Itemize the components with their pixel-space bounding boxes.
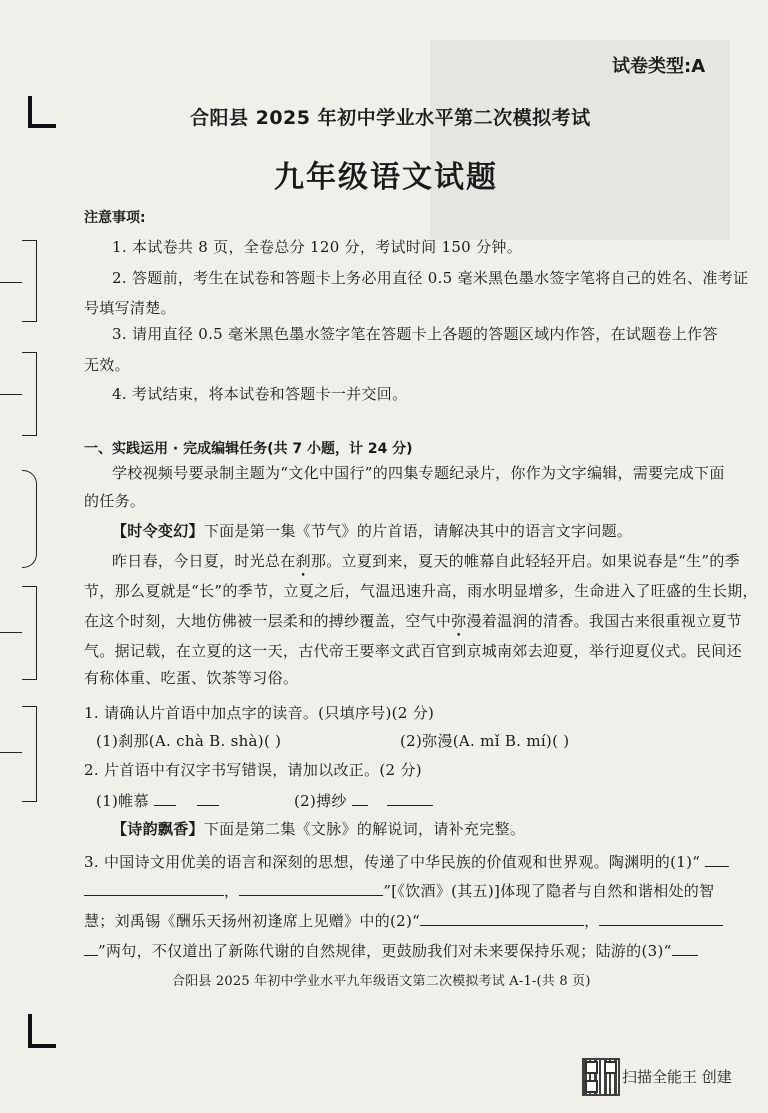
dotted-char: 弥 (451, 612, 467, 630)
passage-text: 那 (310, 552, 327, 570)
binding-tick (0, 752, 22, 753)
binding-bracket (22, 706, 37, 802)
answer-blank[interactable] (239, 881, 383, 896)
binding-bracket (22, 470, 37, 568)
paper-type: 试卷类型:A (612, 56, 706, 77)
passage-line-2: 节，那么夏就是“长”的季节，立夏之后，气温迅速升高，雨水明显增多，生命进入了旺盛的生长期， (84, 582, 758, 600)
answer-blank[interactable] (599, 911, 723, 926)
q3-line-3 (84, 910, 723, 931)
passage-text: 漫着温润的清香。我国古来很重视立夏节 (466, 612, 742, 630)
page-footer: 合阳县 2025 年初中学业水平九年级语文第二次模拟考试 A-1-(共 8 页) (172, 974, 591, 989)
notice-item-1: 1. 本试卷共 8 页，全卷总分 120 分，考试时间 150 分钟。 (112, 238, 522, 256)
qr-finder (585, 1061, 598, 1074)
passage-text: 。立夏到来，夏天的帷幕自此轻轻开启。如果说春是“生”的季 (326, 552, 740, 570)
crop-mark-bottom (28, 1014, 56, 1048)
notice-item-2: 2. 答题前，考生在试卷和答题卡上务必用直径 0.5 毫米黑色墨水签字笔将自己的姓名、准考证 (112, 269, 749, 287)
qr-finder (585, 1080, 598, 1093)
crop-mark-top (28, 96, 56, 128)
answer-blank[interactable] (84, 881, 224, 896)
answer-blank[interactable] (84, 941, 98, 956)
q1-option-b: (2)弥漫(A. mǐ B. mí)( ) (400, 732, 570, 750)
answer-blank[interactable] (387, 791, 433, 806)
q3-line-1 (84, 851, 729, 872)
part2-tag: 【诗韵飘香】 (112, 820, 204, 838)
part1-instruction (112, 520, 632, 541)
section-intro: 学校视频号要录制主题为“文化中国行”的四集专题纪录片，你作为文字编辑，需要完成下面 (112, 464, 725, 482)
binding-bracket (22, 352, 37, 436)
answer-blank[interactable] (705, 852, 729, 867)
qr-code (582, 1058, 620, 1096)
q2-item-b (294, 790, 433, 811)
subject-title: 九年级语文试题 (274, 160, 498, 195)
scanner-watermark: 扫描全能王 创建 (622, 1068, 732, 1086)
part1-text: 下面是第一集《节气》的片首语，请解决其中的语言文字问题。 (203, 522, 633, 540)
q2-stem: 2. 片首语中有汉字书写错误，请加以改正。(2 分) (84, 761, 422, 779)
q3-line-4 (84, 940, 698, 961)
q3-text: ， (584, 912, 600, 930)
answer-blank[interactable] (197, 791, 219, 806)
answer-blank[interactable] (420, 911, 584, 926)
q3-text: ， (224, 882, 240, 900)
q2-a-word: (1)帷慕 (96, 792, 149, 810)
dotted-char: 刹 (295, 552, 311, 570)
part2-text: 下面是第二集《文脉》的解说词，请补充完整。 (203, 820, 526, 838)
binding-tick (0, 394, 22, 395)
binding-tick (0, 632, 22, 633)
part1-tag: 【时令变幻】 (112, 522, 204, 540)
answer-blank[interactable] (154, 791, 176, 806)
part2-instruction (112, 818, 525, 839)
answer-blank[interactable] (352, 791, 368, 806)
passage-line-5: 有称体重、吃蛋、饮茶等习俗。 (84, 669, 299, 687)
notice-item-3: 3. 请用直径 0.5 毫米黑色墨水签字笔在答题卡上各题的答题区域内作答，在试题卷上作答 (112, 325, 718, 343)
passage-text: 在这个时刻，大地仿佛被一层柔和的搏纱覆盖，空气中 (84, 612, 452, 630)
q2-b-word: (2)搏纱 (294, 792, 347, 810)
q1-option-a: (1)刹那(A. chà B. shà)( ) (96, 732, 282, 750)
notice-heading: 注意事项: (84, 210, 146, 226)
passage-text: 昨日春，今日夏，时光总在 (112, 552, 296, 570)
notice-item-2-cont: 号填写清楚。 (84, 299, 176, 317)
q3-text: 慧；刘禹锡《酬乐天扬州初逢席上见赠》中的(2)“ (84, 912, 421, 930)
notice-item-4: 4. 考试结束，将本试卷和答题卡一并交回。 (112, 385, 408, 403)
answer-blank[interactable] (672, 941, 698, 956)
binding-tick (0, 282, 22, 283)
q3-text: 3. 中国诗文用优美的语言和深刻的思想，传递了中华民族的价值观和世界观。陶渊明的(1)“ (84, 853, 701, 871)
notice-item-3-cont: 无效。 (84, 356, 130, 374)
section-heading: 一、实践运用 · 完成编辑任务(共 7 小题，计 24 分) (84, 441, 413, 457)
q3-line-2 (84, 880, 714, 901)
passage-line-3 (84, 610, 742, 631)
exam-title: 合阳县 2025 年初中学业水平第二次模拟考试 (190, 107, 591, 129)
q3-text: ”[《饮酒》(其五)]体现了隐者与自然和谐相处的智 (383, 882, 715, 900)
section-intro-cont: 的任务。 (84, 492, 146, 510)
binding-bracket (22, 240, 37, 322)
q2-item-a (96, 790, 219, 811)
q1-stem: 1. 请确认片首语中加点字的读音。(只填序号)(2 分) (84, 704, 435, 722)
qr-finder (604, 1061, 617, 1074)
q3-text: ”两句，不仅道出了新陈代谢的自然规律，更鼓励我们对未来要保持乐观；陆游的(3)“ (98, 942, 672, 960)
passage-line-1 (112, 550, 740, 571)
binding-bracket (22, 586, 37, 680)
passage-line-4: 气。据记载，在立夏的这一天，古代帝王要率文武百官到京城南郊去迎夏，举行迎夏仪式。民间还 (84, 642, 742, 660)
